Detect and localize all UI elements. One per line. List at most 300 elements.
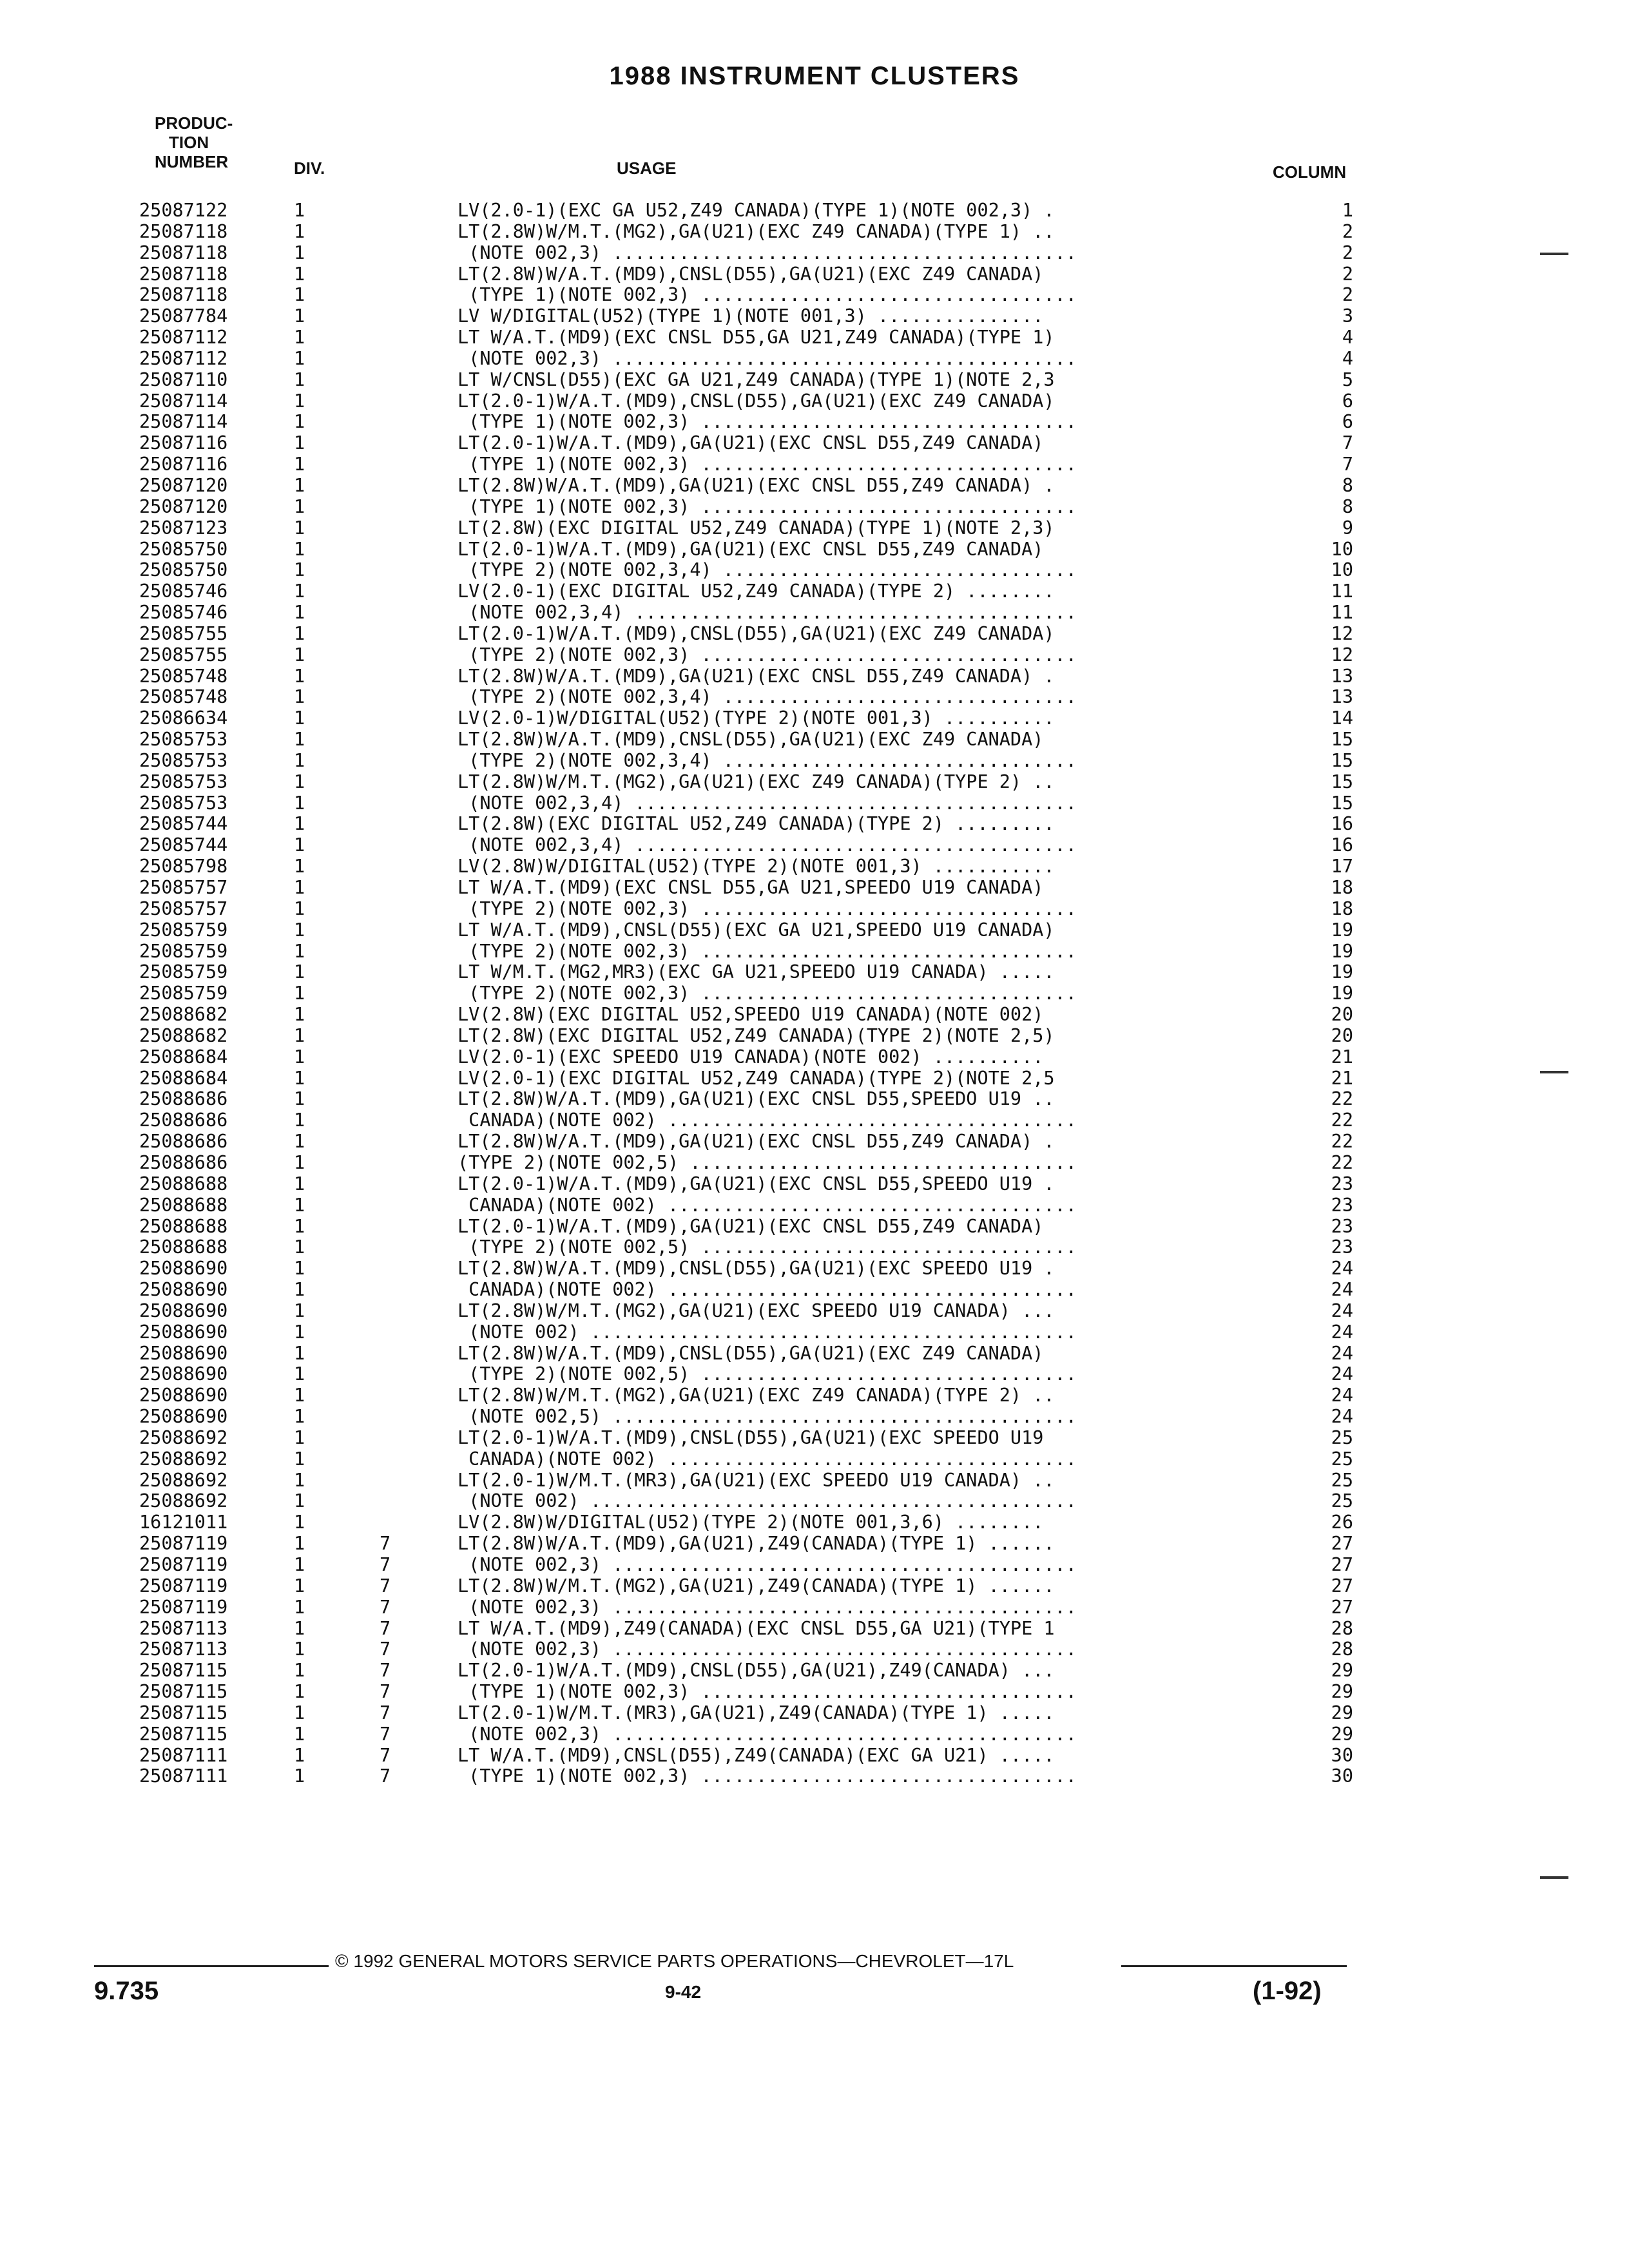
column-number: 7 — [1342, 432, 1353, 454]
table-row — [0, 1280, 1629, 1301]
table-row — [0, 1428, 1629, 1449]
table-row — [0, 1364, 1629, 1385]
column-number: 24 — [1331, 1279, 1353, 1301]
table-row — [0, 1555, 1629, 1576]
production-number: 25088682 — [139, 1004, 228, 1026]
div-value: 1 — [294, 834, 305, 856]
column-number: 2 — [1342, 242, 1353, 264]
div-header: DIV. — [294, 159, 325, 178]
column-number: 27 — [1331, 1575, 1353, 1597]
usage-text: LV(2.8W)(EXC DIGITAL U52,SPEEDO U19 CANADA)(NOTE 002) — [458, 1004, 1044, 1026]
usage-text: (TYPE 1)(NOTE 002,3) .................................. — [458, 412, 1077, 433]
div-value: 1 — [294, 220, 305, 242]
column-number: 12 — [1331, 622, 1353, 644]
div-value: 1 — [294, 454, 305, 476]
production-number: 25087111 — [139, 1765, 228, 1787]
column-number: 23 — [1331, 1215, 1353, 1237]
table-row — [0, 370, 1629, 391]
footer-page-center: 9-42 — [665, 1982, 702, 2002]
table-row — [0, 814, 1629, 835]
div-value: 1 — [294, 665, 305, 687]
column-number: 4 — [1342, 347, 1353, 369]
usage-text: CANADA)(NOTE 002) ..................................... — [458, 1280, 1077, 1301]
div-value: 1 — [294, 1533, 305, 1555]
div-value: 1 — [294, 1321, 305, 1343]
column-number: 24 — [1331, 1363, 1353, 1385]
div-value: 1 — [294, 1194, 305, 1216]
table-row — [0, 1026, 1629, 1047]
usage-text: LV(2.0-1)(EXC GA U52,Z49 CANADA)(TYPE 1)(NOTE 002,3) . — [458, 200, 1055, 221]
table-row — [0, 1004, 1629, 1026]
column-number: 11 — [1331, 581, 1353, 602]
production-number: 25087113 — [139, 1617, 228, 1639]
column-number: 28 — [1331, 1639, 1353, 1660]
production-number: 25085748 — [139, 686, 228, 708]
div-value: 1 — [294, 1300, 305, 1321]
production-number: 25087119 — [139, 1575, 228, 1597]
table-row — [0, 1047, 1629, 1068]
usage-text: LT W/A.T.(MD9),CNSL(D55)(EXC GA U21,SPEEDO U19 CANADA) — [458, 919, 1055, 941]
column-number: 22 — [1331, 1110, 1353, 1131]
footer-page-left: 9.735 — [94, 1977, 159, 2005]
div-value: 1 — [294, 1596, 305, 1618]
usage-text: (TYPE 1)(NOTE 002,3) .................................. — [458, 285, 1077, 306]
div-secondary-value: 7 — [380, 1533, 391, 1555]
column-number: 20 — [1331, 1024, 1353, 1046]
margin-mark — [1540, 1071, 1568, 1073]
production-number: 25085757 — [139, 898, 228, 919]
usage-text: LT(2.8W)W/M.T.(MG2),GA(U21)(EXC SPEEDO U19 CANADA) ... — [458, 1300, 1055, 1321]
column-number: 3 — [1342, 305, 1353, 327]
production-number: 25088690 — [139, 1406, 228, 1428]
div-value: 1 — [294, 495, 305, 517]
div-value: 1 — [294, 983, 305, 1004]
usage-text: LT(2.0-1)W/M.T.(MR3),GA(U21)(EXC SPEEDO U19 CANADA) .. — [458, 1470, 1055, 1491]
usage-text: LT(2.8W)W/A.T.(MD9),GA(U21)(EXC CNSL D55,SPEEDO U19 .. — [458, 1089, 1055, 1110]
usage-text: (TYPE 1)(NOTE 002,3) .................................. — [458, 1766, 1077, 1787]
div-value: 1 — [294, 1512, 305, 1533]
table-row — [0, 899, 1629, 920]
usage-text: LT(2.8W)W/A.T.(MD9),CNSL(D55),GA(U21)(EXC Z49 CANADA) — [458, 729, 1044, 751]
column-number: 5 — [1342, 369, 1353, 390]
production-number: 25085798 — [139, 856, 228, 878]
production-number: 25088688 — [139, 1194, 228, 1216]
usage-text: LT(2.8W)W/A.T.(MD9),CNSL(D55),GA(U21)(EXC SPEEDO U19 . — [458, 1258, 1055, 1280]
column-number: 6 — [1342, 411, 1353, 433]
table-row — [0, 1258, 1629, 1280]
column-number: 19 — [1331, 961, 1353, 983]
production-number: 25087114 — [139, 411, 228, 433]
div-secondary-value: 7 — [380, 1723, 391, 1745]
production-number: 25087116 — [139, 454, 228, 476]
footer-copyright: © 1992 GENERAL MOTORS SERVICE PARTS OPERATIONS—CHEVROLET—17L — [335, 1951, 1014, 1971]
div-value: 1 — [294, 1448, 305, 1470]
column-number: 29 — [1331, 1681, 1353, 1703]
column-number: 25 — [1331, 1469, 1353, 1491]
div-value: 1 — [294, 369, 305, 390]
production-number: 25088686 — [139, 1088, 228, 1110]
div-secondary-value: 7 — [380, 1575, 391, 1597]
production-number: 25088692 — [139, 1469, 228, 1491]
table-row — [0, 1407, 1629, 1428]
div-secondary-value: 7 — [380, 1617, 391, 1639]
column-number: 14 — [1331, 707, 1353, 729]
production-number: 25085753 — [139, 729, 228, 751]
table-row — [0, 941, 1629, 963]
usage-text: CANADA)(NOTE 002) ..................................... — [458, 1110, 1077, 1131]
production-number: 25085748 — [139, 665, 228, 687]
usage-text: LV(2.0-1)(EXC DIGITAL U52,Z49 CANADA)(TYPE 2)(NOTE 2,5 — [458, 1068, 1055, 1089]
table-row — [0, 708, 1629, 729]
usage-text: (NOTE 002,3) .......................................... — [458, 1597, 1077, 1618]
production-number: 25087116 — [139, 432, 228, 454]
table-row — [0, 560, 1629, 581]
production-number: 25088690 — [139, 1279, 228, 1301]
div-value: 1 — [294, 1173, 305, 1195]
usage-text: LT(2.8W)(EXC DIGITAL U52,Z49 CANADA)(TYPE 2) ......... — [458, 814, 1055, 835]
table-row — [0, 497, 1629, 518]
usage-text: (NOTE 002) ............................................ — [458, 1321, 1077, 1343]
table-row — [0, 624, 1629, 645]
div-value: 1 — [294, 1723, 305, 1745]
div-value: 1 — [294, 327, 305, 349]
column-number: 6 — [1342, 390, 1353, 412]
usage-text: (TYPE 2)(NOTE 002,3) .................................. — [458, 983, 1077, 1004]
production-number: 25087123 — [139, 517, 228, 539]
div-secondary-value: 7 — [380, 1744, 391, 1766]
column-number: 29 — [1331, 1723, 1353, 1745]
margin-mark — [1540, 253, 1568, 255]
table-row — [0, 835, 1629, 856]
column-number: 30 — [1331, 1744, 1353, 1766]
div-value: 1 — [294, 792, 305, 814]
usage-text: LT(2.8W)W/A.T.(MD9),CNSL(D55),GA(U21)(EXC Z49 CANADA) — [458, 264, 1044, 285]
div-value: 1 — [294, 411, 305, 433]
div-value: 1 — [294, 1617, 305, 1639]
column-number: 13 — [1331, 665, 1353, 687]
table-row — [0, 1449, 1629, 1470]
column-number: 9 — [1342, 517, 1353, 539]
div-value: 1 — [294, 1067, 305, 1089]
table-row — [0, 200, 1629, 222]
production-number: 25086634 — [139, 707, 228, 729]
div-value: 1 — [294, 1131, 305, 1153]
usage-text: LT(2.0-1)W/A.T.(MD9),CNSL(D55),GA(U21),Z49(CANADA) ... — [458, 1660, 1055, 1682]
usage-text: LT(2.8W)W/M.T.(MG2),GA(U21)(EXC Z49 CANADA)(TYPE 2) .. — [458, 771, 1055, 793]
column-number: 25 — [1331, 1448, 1353, 1470]
div-value: 1 — [294, 1681, 305, 1703]
div-value: 1 — [294, 347, 305, 369]
column-number: 18 — [1331, 877, 1353, 898]
div-value: 1 — [294, 242, 305, 264]
div-value: 1 — [294, 538, 305, 560]
div-value: 1 — [294, 898, 305, 919]
column-number: 22 — [1331, 1088, 1353, 1110]
usage-text: LT W/M.T.(MG2,MR3)(EXC GA U21,SPEEDO U19 CANADA) ..... — [458, 962, 1055, 983]
table-row — [0, 1724, 1629, 1745]
div-value: 1 — [294, 1554, 305, 1575]
usage-text: (TYPE 2)(NOTE 002,3) .................................. — [458, 644, 1077, 666]
div-value: 1 — [294, 1639, 305, 1660]
column-number: 30 — [1331, 1765, 1353, 1787]
div-value: 1 — [294, 1363, 305, 1385]
usage-text: LT W/A.T.(MD9),CNSL(D55),Z49(CANADA)(EXC GA U21) ..... — [458, 1745, 1055, 1766]
column-number: 23 — [1331, 1236, 1353, 1258]
div-value: 1 — [294, 1110, 305, 1131]
column-number: 10 — [1331, 559, 1353, 581]
column-header: COLUMN — [1273, 162, 1347, 182]
usage-text: LT(2.0-1)W/M.T.(MR3),GA(U21),Z49(CANADA)(TYPE 1) ..... — [458, 1702, 1055, 1724]
usage-text: (NOTE 002,3,4) ........................................ — [458, 835, 1077, 856]
usage-text: LT(2.0-1)W/A.T.(MD9),GA(U21)(EXC CNSL D55,SPEEDO U19 . — [458, 1173, 1055, 1195]
production-number: 25085753 — [139, 749, 228, 771]
production-number: 25087784 — [139, 305, 228, 327]
table-row — [0, 581, 1629, 602]
div-value: 1 — [294, 1215, 305, 1237]
production-number: 25087112 — [139, 347, 228, 369]
column-number: 11 — [1331, 602, 1353, 624]
div-value: 1 — [294, 1660, 305, 1682]
production-number: 25088688 — [139, 1215, 228, 1237]
usage-text: LV(2.0-1)(EXC SPEEDO U19 CANADA)(NOTE 002) .......... — [458, 1046, 1044, 1068]
div-value: 1 — [294, 1406, 305, 1428]
column-number: 21 — [1331, 1046, 1353, 1068]
table-row — [0, 772, 1629, 793]
column-number: 22 — [1331, 1151, 1353, 1173]
usage-text: (TYPE 2)(NOTE 002,3,4) ................................ — [458, 687, 1077, 708]
div-value: 1 — [294, 581, 305, 602]
usage-text: (TYPE 1)(NOTE 002,3) .................................. — [458, 496, 1077, 517]
table-row — [0, 412, 1629, 433]
column-number: 17 — [1331, 856, 1353, 878]
production-number: 25085753 — [139, 771, 228, 793]
production-number: 25088686 — [139, 1110, 228, 1131]
usage-text: (TYPE 2)(NOTE 002,5) ................................... — [458, 1152, 1077, 1173]
column-number: 18 — [1331, 898, 1353, 919]
column-number: 16 — [1331, 813, 1353, 835]
div-secondary-value: 7 — [380, 1765, 391, 1787]
usage-text: (NOTE 002,3) .......................................... — [458, 242, 1077, 264]
table-row — [0, 1491, 1629, 1512]
div-value: 1 — [294, 644, 305, 666]
production-number: 25088686 — [139, 1131, 228, 1153]
footer-rule-right — [1121, 1965, 1347, 1967]
div-secondary-value: 7 — [380, 1681, 391, 1703]
usage-text: (NOTE 002,3) .......................................... — [458, 1639, 1077, 1660]
table-row — [0, 751, 1629, 772]
div-value: 1 — [294, 517, 305, 539]
column-number: 24 — [1331, 1300, 1353, 1321]
production-number: 25087115 — [139, 1681, 228, 1703]
production-number: 25085759 — [139, 961, 228, 983]
table-row — [0, 793, 1629, 814]
column-number: 23 — [1331, 1173, 1353, 1195]
usage-text: LT(2.8W)W/A.T.(MD9),GA(U21),Z49(CANADA)(TYPE 1) ...... — [458, 1533, 1055, 1555]
usage-text: LV(2.0-1)W/DIGITAL(U52)(TYPE 2)(NOTE 001,3) .......... — [458, 708, 1055, 729]
div-value: 1 — [294, 1490, 305, 1512]
column-number: 19 — [1331, 983, 1353, 1004]
production-number: 25085759 — [139, 940, 228, 962]
div-value: 1 — [294, 686, 305, 708]
production-number: 25087118 — [139, 263, 228, 285]
usage-text: LT(2.8W)W/M.T.(MG2),GA(U21),Z49(CANADA)(TYPE 1) ...... — [458, 1575, 1055, 1597]
production-number: 25087114 — [139, 390, 228, 412]
production-number: 25087120 — [139, 495, 228, 517]
table-row — [0, 1682, 1629, 1703]
column-number: 29 — [1331, 1702, 1353, 1724]
usage-text: LT(2.0-1)W/A.T.(MD9),CNSL(D55),GA(U21)(EXC Z49 CANADA) — [458, 390, 1055, 412]
table-row — [0, 285, 1629, 306]
footer-page-right: (1-92) — [1253, 1977, 1322, 2005]
table-row — [0, 729, 1629, 751]
column-number: 21 — [1331, 1067, 1353, 1089]
div-secondary-value: 7 — [380, 1554, 391, 1575]
div-value: 1 — [294, 1744, 305, 1766]
div-value: 1 — [294, 1046, 305, 1068]
production-number: 25088692 — [139, 1427, 228, 1448]
column-number: 29 — [1331, 1660, 1353, 1682]
table-row — [0, 1512, 1629, 1533]
div-value: 1 — [294, 1258, 305, 1280]
table-row — [0, 1639, 1629, 1660]
div-value: 1 — [294, 1236, 305, 1258]
table-row — [0, 645, 1629, 666]
div-value: 1 — [294, 1469, 305, 1491]
column-number: 20 — [1331, 1004, 1353, 1026]
table-row — [0, 433, 1629, 454]
div-value: 1 — [294, 559, 305, 581]
production-number: 25088690 — [139, 1321, 228, 1343]
usage-text: (TYPE 2)(NOTE 002,3) .................................. — [458, 941, 1077, 962]
table-row — [0, 878, 1629, 899]
usage-text: LT(2.0-1)W/A.T.(MD9),CNSL(D55),GA(U21)(EXC Z49 CANADA) — [458, 623, 1055, 644]
usage-text: (TYPE 2)(NOTE 002,5) .................................. — [458, 1237, 1077, 1258]
div-value: 1 — [294, 961, 305, 983]
production-number: 25085759 — [139, 919, 228, 941]
div-value: 1 — [294, 1765, 305, 1787]
production-number: 25087118 — [139, 220, 228, 242]
usage-text: LT W/A.T.(MD9),Z49(CANADA)(EXC CNSL D55,GA U21)(TYPE 1 — [458, 1618, 1055, 1639]
column-number: 2 — [1342, 284, 1353, 306]
div-value: 1 — [294, 1575, 305, 1597]
div-value: 1 — [294, 707, 305, 729]
production-number: 25088690 — [139, 1300, 228, 1321]
column-number: 19 — [1331, 919, 1353, 941]
usage-text: (NOTE 002,3,4) ........................................ — [458, 602, 1077, 624]
column-number: 12 — [1331, 644, 1353, 666]
column-number: 1 — [1342, 200, 1353, 221]
usage-text: (TYPE 1)(NOTE 002,3) .................................. — [458, 1682, 1077, 1703]
production-number: 25088692 — [139, 1490, 228, 1512]
usage-text: LV(2.8W)W/DIGITAL(U52)(TYPE 2)(NOTE 001,3) ........... — [458, 856, 1055, 878]
column-number: 24 — [1331, 1321, 1353, 1343]
column-number: 8 — [1342, 495, 1353, 517]
production-number-header: PRODUC- TION NUMBER — [155, 113, 233, 171]
div-value: 1 — [294, 749, 305, 771]
usage-text: (NOTE 002,3,4) ........................................ — [458, 793, 1077, 814]
production-number: 25087110 — [139, 369, 228, 390]
production-number: 25087112 — [139, 327, 228, 349]
production-number: 25088688 — [139, 1173, 228, 1195]
usage-text: (NOTE 002,3) .......................................... — [458, 348, 1077, 369]
table-row — [0, 454, 1629, 476]
div-value: 1 — [294, 1024, 305, 1046]
production-number: 16121011 — [139, 1512, 228, 1533]
usage-text: LT(2.8W)W/M.T.(MG2),GA(U21)(EXC Z49 CANADA)(TYPE 2) .. — [458, 1385, 1055, 1407]
div-secondary-value: 7 — [380, 1596, 391, 1618]
production-number: 25085757 — [139, 877, 228, 898]
parts-table — [0, 200, 1629, 1787]
footer-rule-left — [94, 1965, 329, 1967]
table-row — [0, 1131, 1629, 1153]
column-number: 15 — [1331, 729, 1353, 751]
table-row — [0, 222, 1629, 243]
production-number: 25087111 — [139, 1744, 228, 1766]
column-number: 8 — [1342, 474, 1353, 496]
production-number: 25085750 — [139, 559, 228, 581]
div-value: 1 — [294, 1279, 305, 1301]
div-value: 1 — [294, 1151, 305, 1173]
production-number: 25085753 — [139, 792, 228, 814]
table-row — [0, 1174, 1629, 1195]
usage-text: CANADA)(NOTE 002) ..................................... — [458, 1448, 1077, 1470]
div-value: 1 — [294, 771, 305, 793]
production-number: 25085744 — [139, 813, 228, 835]
table-row — [0, 1322, 1629, 1343]
table-row — [0, 264, 1629, 285]
column-number: 24 — [1331, 1406, 1353, 1428]
production-number: 25085746 — [139, 581, 228, 602]
production-number: 25085759 — [139, 983, 228, 1004]
column-number: 22 — [1331, 1131, 1353, 1153]
production-number: 25088682 — [139, 1024, 228, 1046]
production-number: 25085755 — [139, 622, 228, 644]
table-row — [0, 856, 1629, 878]
usage-text: LT(2.0-1)W/A.T.(MD9),GA(U21)(EXC CNSL D55,Z49 CANADA) — [458, 1216, 1044, 1237]
table-row — [0, 1343, 1629, 1365]
table-row — [0, 243, 1629, 264]
production-number: 25087118 — [139, 242, 228, 264]
table-row — [0, 349, 1629, 370]
table-row — [0, 1068, 1629, 1090]
div-value: 1 — [294, 877, 305, 898]
div-value: 1 — [294, 474, 305, 496]
table-row — [0, 1385, 1629, 1407]
column-number: 15 — [1331, 771, 1353, 793]
production-number: 25087119 — [139, 1596, 228, 1618]
usage-text: LT(2.8W)(EXC DIGITAL U52,Z49 CANADA)(TYPE 2)(NOTE 2,5) — [458, 1025, 1055, 1046]
usage-text: LT W/A.T.(MD9)(EXC CNSL D55,GA U21,Z49 CANADA)(TYPE 1) — [458, 327, 1055, 349]
div-value: 1 — [294, 622, 305, 644]
production-number: 25087122 — [139, 200, 228, 221]
table-row — [0, 1766, 1629, 1787]
usage-text: LT(2.8W)W/M.T.(MG2),GA(U21)(EXC Z49 CANADA)(TYPE 1) .. — [458, 221, 1055, 242]
production-number: 25085750 — [139, 538, 228, 560]
production-number: 25088688 — [139, 1236, 228, 1258]
column-number: 2 — [1342, 263, 1353, 285]
table-row — [0, 1745, 1629, 1767]
table-row — [0, 1597, 1629, 1619]
column-number: 26 — [1331, 1512, 1353, 1533]
column-number: 25 — [1331, 1427, 1353, 1448]
production-number: 25088692 — [139, 1448, 228, 1470]
production-number: 25085744 — [139, 834, 228, 856]
div-value: 1 — [294, 602, 305, 624]
column-number: 27 — [1331, 1554, 1353, 1575]
page-title: 1988 INSTRUMENT CLUSTERS — [609, 62, 1020, 90]
production-number: 25087118 — [139, 284, 228, 306]
table-row — [0, 1301, 1629, 1322]
